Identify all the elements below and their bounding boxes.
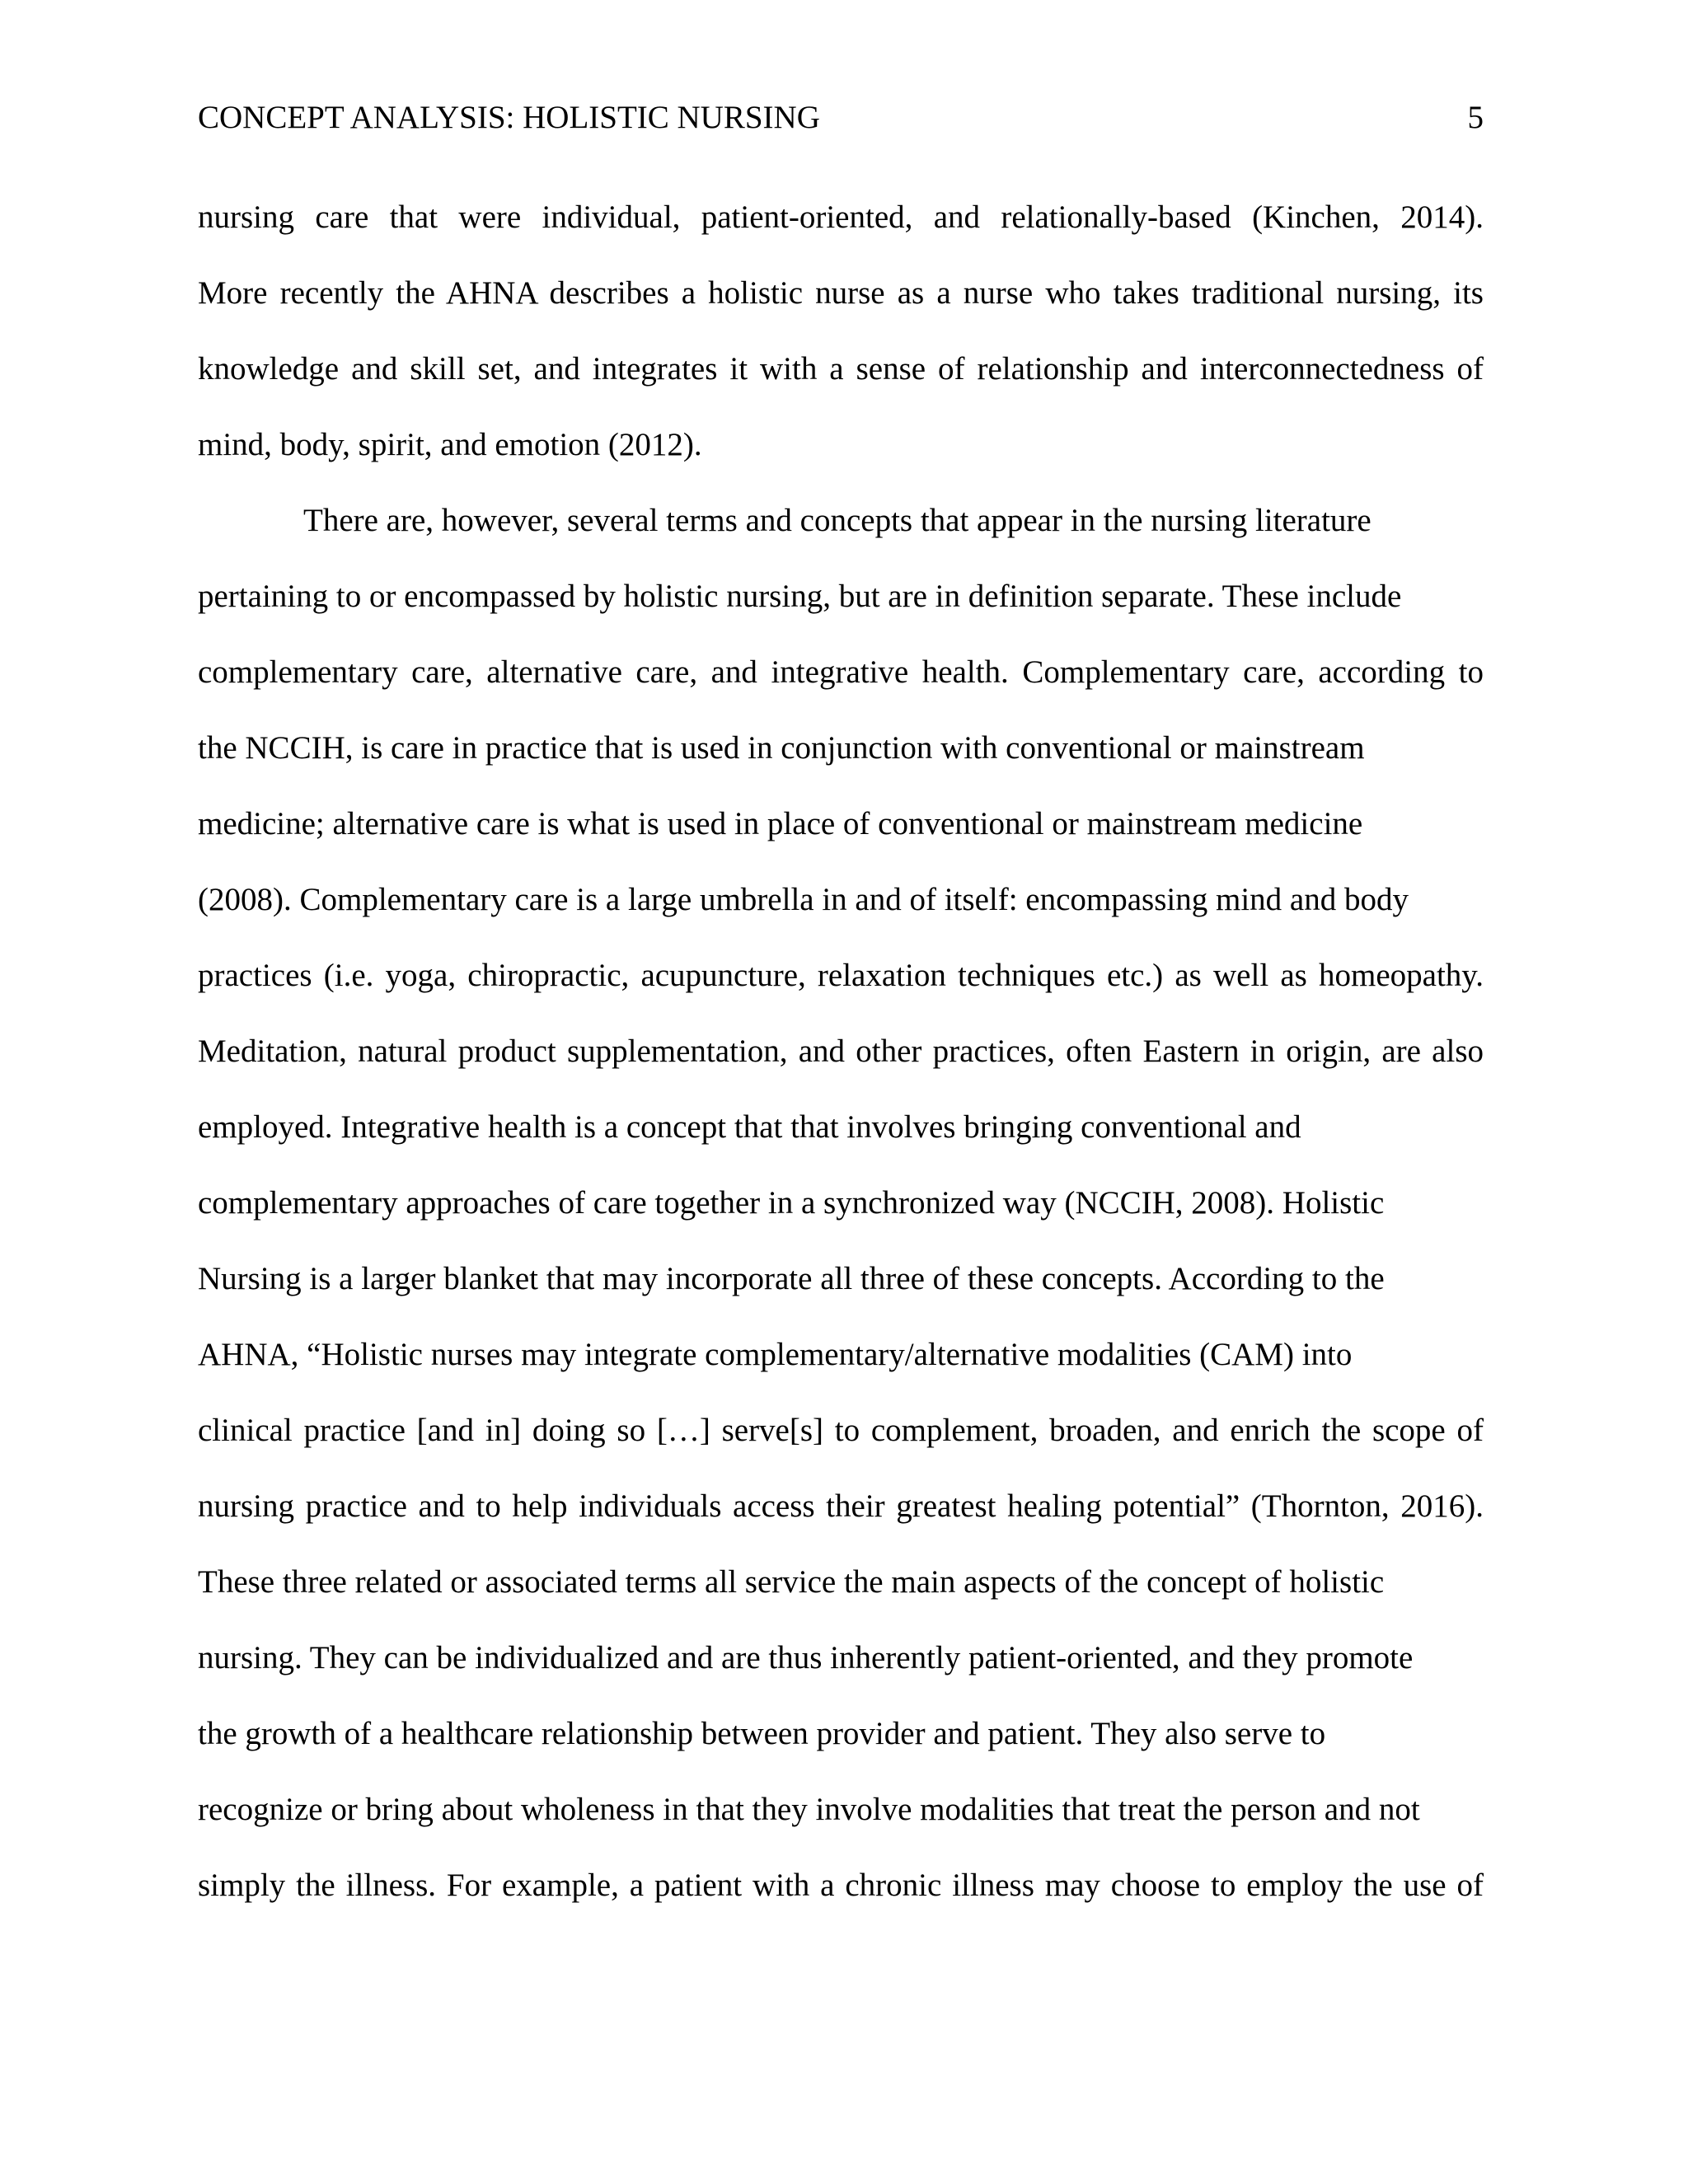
text-line: the NCCIH, is care in practice that is used in conjunction with conventional or mainstream — [198, 730, 1365, 766]
text-line: knowledge and skill set, and integrates it with a sense of relationship and interconnectedness of — [198, 351, 1484, 387]
text-line: AHNA, “Holistic nurses may integrate complementary/alternative modalities (CAM) into — [198, 1337, 1353, 1372]
text-line: (2008). Complementary care is a large umbrella in and of itself: encompassing mind and body — [198, 882, 1409, 917]
text-line: These three related or associated terms all service the main aspects of the concept of holistic — [198, 1564, 1385, 1600]
text-line: There are, however, several terms and concepts that appear in the nursing literature — [303, 503, 1372, 538]
text-line: practices (i.e. yoga, chiropractic, acupuncture, relaxation techniques etc.) as well as homeopathy. — [198, 958, 1484, 993]
text-line: clinical practice [and in] doing so […] serve[s] to complement, broaden, and enrich the scope of — [198, 1413, 1484, 1448]
running-head-title: CONCEPT ANALYSIS: HOLISTIC NURSING — [198, 100, 820, 135]
running-head — [198, 97, 1484, 138]
text-line: employed. Integrative health is a concept that that involves bringing conventional and — [198, 1109, 1301, 1145]
text-line: nursing practice and to help individuals access their greatest healing potential” (Thornton, 2016). — [198, 1488, 1484, 1524]
text-line: complementary approaches of care together in a synchronized way (NCCIH, 2008). Holistic — [198, 1185, 1385, 1221]
text-line: Nursing is a larger blanket that may incorporate all three of these concepts. According to the — [198, 1261, 1385, 1296]
text-line: Meditation, natural product supplementation, and other practices, often Eastern in origin, are also — [198, 1033, 1484, 1069]
text-line: mind, body, spirit, and emotion (2012). — [198, 427, 702, 462]
text-line: medicine; alternative care is what is used in place of conventional or mainstream medicine — [198, 806, 1363, 841]
text-line: recognize or bring about wholeness in that they involve modalities that treat the person and not — [198, 1792, 1420, 1827]
text-line: the growth of a healthcare relationship between provider and patient. They also serve to — [198, 1716, 1326, 1751]
text-line: nursing care that were individual, patient-oriented, and relationally-based (Kinchen, 2014). — [198, 199, 1484, 235]
page-number: 5 — [1467, 100, 1484, 135]
text-line: More recently the AHNA describes a holistic nurse as a nurse who takes traditional nursing, its — [198, 275, 1484, 311]
text-line: pertaining to or encompassed by holistic nursing, but are in definition separate. These include — [198, 579, 1402, 614]
text-line: simply the illness. For example, a patient with a chronic illness may choose to employ the use of — [198, 1868, 1484, 1903]
body-text — [198, 194, 1484, 1938]
text-line: complementary care, alternative care, and integrative health. Complementary care, according to — [198, 654, 1484, 690]
text-line: nursing. They can be individualized and are thus inherently patient-oriented, and they promote — [198, 1640, 1414, 1675]
